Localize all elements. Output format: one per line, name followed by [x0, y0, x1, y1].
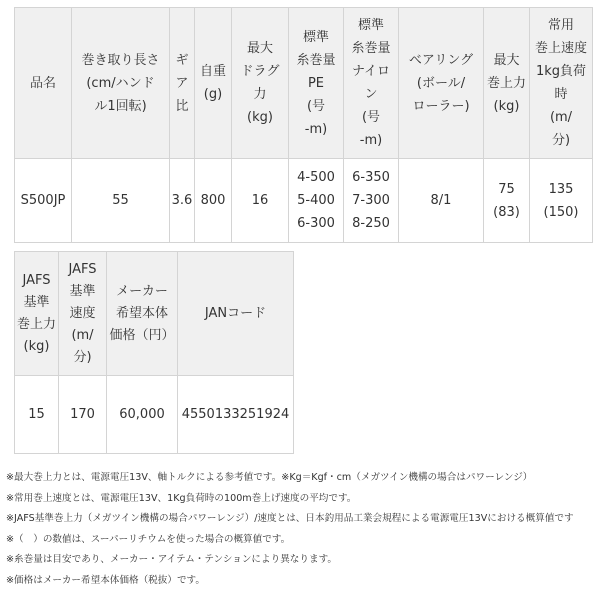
footnote-parentheses: ※（ ）の数値は、スーパーリチウムを使った場合の概算値です。: [6, 533, 291, 545]
footnotes: [6, 468, 596, 591]
header-jafs-power: JAFS 基準 巻上力 (kg): [15, 252, 59, 376]
cell-gear-ratio: 3.6: [170, 159, 195, 243]
header-winding-speed: 常用 巻上速度 1kg負荷 時 (m/ 分): [530, 8, 593, 159]
cell-max-winding-power: 75 (83): [484, 159, 530, 243]
header-product-name: 品名: [15, 8, 72, 159]
header-max-drag: 最大 ドラグ 力 (kg): [232, 8, 289, 159]
cell-price: 60,000: [107, 376, 178, 454]
header-gear-ratio: ギ ア 比: [170, 8, 195, 159]
header-jafs-speed: JAFS 基準 速度 (m/ 分): [59, 252, 107, 376]
header-max-winding-power: 最大 巻上力 (kg): [484, 8, 530, 159]
header-retrieve-length: 巻き取り長さ (cm/ハンド ル1回転): [72, 8, 170, 159]
cell-line-capacity-pe: 4-500 5-400 6-300: [289, 159, 344, 243]
footnote-winding-speed: ※常用巻上速度とは、電源電圧13V、1Kg負荷時の100m巻上げ速度の平均です。: [6, 492, 357, 504]
footnote-line-capacity: ※糸巻量は目安であり、メーカー・アイテム・テンションにより異なります。: [6, 554, 338, 565]
header-line-capacity-pe: 標準 糸巻量 PE (号 -m): [289, 8, 344, 159]
spec-header-row: [15, 8, 593, 159]
header-bearings: ベアリング (ボール/ ローラー): [399, 8, 484, 159]
header-price: メーカー 希望本体 価格（円）: [107, 252, 178, 376]
cell-jafs-speed: 170: [59, 376, 107, 454]
cell-winding-speed: 135 (150): [530, 159, 593, 243]
spec2-header-row: [15, 252, 294, 376]
spec-table-secondary: [14, 251, 294, 454]
cell-weight: 800: [195, 159, 232, 243]
footnote-price: ※価格はメーカー希望本体価格（税抜）です。: [6, 574, 205, 586]
header-weight: 自重 (g): [195, 8, 232, 159]
footnote-jafs: ※JAFS基準巻上力（メガツイン機構の場合パワーレンジ）/速度とは、日本釣用品工業会規程による電源電圧13Vにおける概算値です: [6, 513, 574, 524]
spec2-data-row: [15, 376, 294, 454]
footnote-max-power: ※最大巻上力とは、電源電圧13V、軸トルクによる参考値です。※Kg＝Kgf・cm（メガツイン機構の場合はパワーレンジ）: [6, 472, 533, 483]
cell-max-drag: 16: [232, 159, 289, 243]
cell-product-name: S500JP: [15, 159, 72, 243]
cell-retrieve-length: 55: [72, 159, 170, 243]
cell-line-capacity-nylon: 6-350 7-300 8-250: [344, 159, 399, 243]
spec-table-main: [14, 7, 593, 243]
header-jan-code: JANコード: [178, 252, 294, 376]
cell-bearings: 8/1: [399, 159, 484, 243]
spec-data-row: [15, 159, 593, 243]
cell-jafs-power: 15: [15, 376, 59, 454]
header-line-capacity-nylon: 標準 糸巻量 ナイロ ン (号 -m): [344, 8, 399, 159]
cell-jan-code: 4550133251924: [178, 376, 294, 454]
